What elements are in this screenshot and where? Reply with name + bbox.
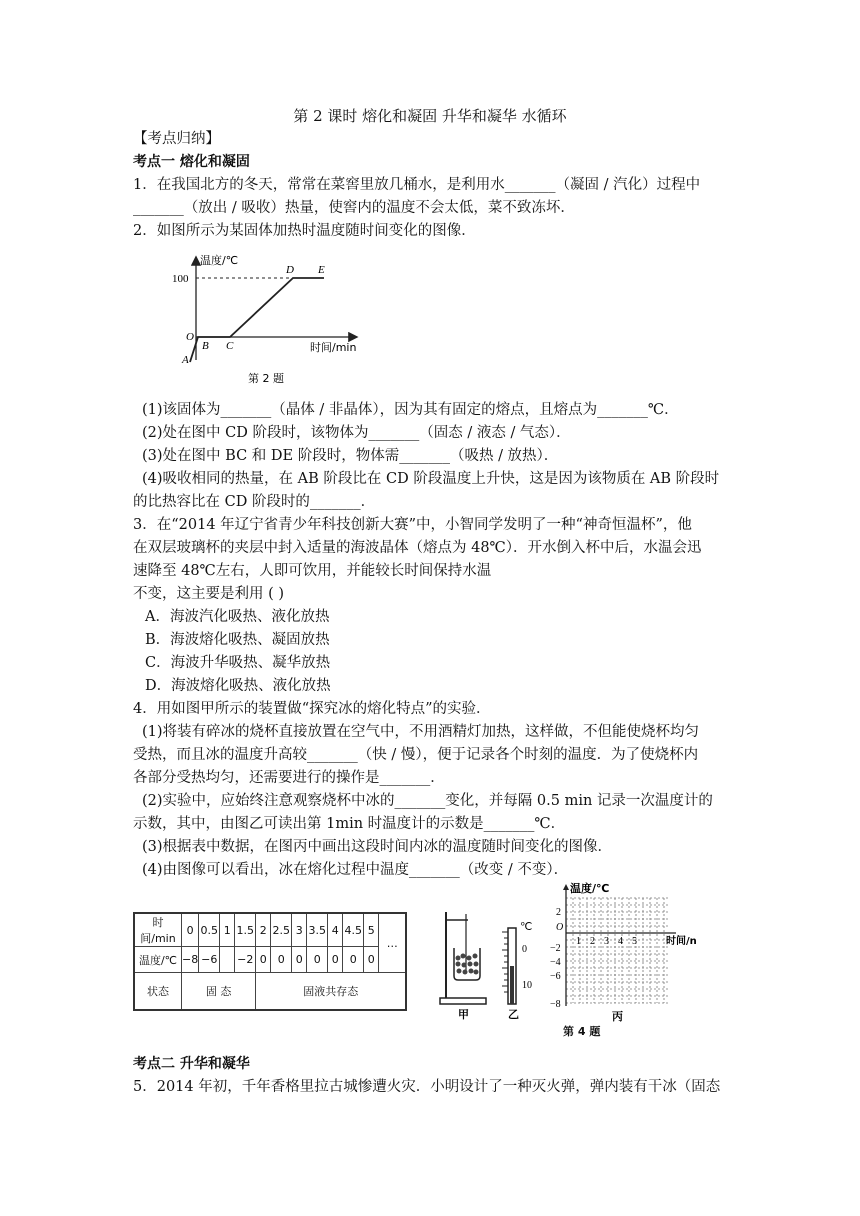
q4-sub2b: 示数，其中，由图乙可读出第 1min 时温度计的示数是_______℃． [133, 816, 566, 832]
q2-point-a: A [182, 354, 189, 366]
grid-y-m2: −2 [550, 943, 561, 954]
table-row [134, 947, 406, 973]
table-cell [220, 947, 235, 973]
grid-x-4: 4 [618, 936, 623, 947]
q2-xlabel: 时间/min [310, 341, 357, 354]
grid-y-m4: −4 [550, 957, 561, 968]
grid-bing [548, 880, 713, 1040]
q2-sub4b: 的比热容比在 CD 阶段时的_______． [133, 494, 376, 510]
q3-option-b: B．海波熔化吸热、凝固放热 [145, 632, 330, 648]
q4-data-table [133, 912, 407, 1011]
q4-caption: 第 4 题 [563, 1025, 601, 1038]
q3-line1: 3．在“2014 年辽宁省青少年科技创新大赛”中，小智同学发明了一种“神奇恒温杯”，他 [133, 517, 692, 533]
q2-y100: 100 [172, 273, 189, 285]
table-cell: 0 [256, 947, 271, 973]
grid-y-m8: −8 [550, 999, 561, 1010]
table-cell: 0 [271, 947, 292, 973]
table-cell: −2 [235, 947, 256, 973]
table-cell: 5 [364, 913, 379, 947]
table-row [134, 973, 406, 1011]
page-title: 第 2 课时 熔化和凝固 升华和凝华 水循环 [293, 107, 567, 125]
grid-y-2: 2 [556, 907, 561, 918]
table-row [134, 913, 406, 947]
q1-line2: _______（放出 / 吸收）热量，使窖内的温度不会太低，菜不致冻坏． [133, 200, 575, 216]
table-state-solid: 固 态 [182, 973, 256, 1011]
q4-sub3: (3)根据表中数据，在图丙中画出这段时间内冰的温度随时间变化的图像． [142, 839, 613, 855]
q3-line2: 在双层玻璃杯的夹层中封入适量的海波晶体（熔点为 48℃）．开水倒入杯中后，水温会迅 [133, 540, 702, 556]
table-head-temp: 温度/℃ [134, 947, 182, 973]
grid-lines [566, 898, 668, 1003]
table-cell: 4.5 [343, 913, 364, 947]
q2-stem: 2．如图所示为某固体加热时温度随时间变化的图像． [133, 223, 476, 239]
q2-caption: 第 2 题 [248, 372, 284, 385]
table-cell: 0.5 [199, 913, 220, 947]
q2-point-b: B [202, 340, 209, 352]
q4-sub1c: 各部分受热均匀，还需要进行的操作是_______． [133, 770, 445, 786]
table-cell: 0 [343, 947, 364, 973]
label-bing: 丙 [612, 1010, 623, 1023]
table-state-mix: 固液共存态 [256, 973, 407, 1011]
table-head-state: 状态 [134, 973, 182, 1011]
q2-origin: O [186, 331, 194, 343]
table-cell: −8 [182, 947, 199, 973]
grid-x-2: 2 [590, 936, 595, 947]
table-cell: −6 [199, 947, 220, 973]
table-cell: 3.5 [307, 913, 328, 947]
q2-sub3: (3)处在图中 BC 和 DE 阶段时，物体需_______（吸热 / 放热）． [142, 448, 559, 464]
q3-option-a: A．海波汽化吸热、液化放热 [145, 609, 330, 625]
q4-sub1a: (1)将装有碎冰的烧杯直接放置在空气中，不用酒精灯加热，这样做，不但能使烧杯均匀 [142, 724, 700, 740]
grid-origin: O [556, 922, 564, 933]
q2-sub4a: (4)吸收相同的热量，在 AB 阶段比在 CD 阶段温度上升快，这是因为该物质在 AB 阶段时 [142, 471, 720, 487]
table-cell: 2.5 [271, 913, 292, 947]
table-cell: 0 [292, 947, 307, 973]
q2-point-e: E [318, 264, 325, 276]
table-cell: 3 [292, 913, 307, 947]
q2-ylabel: 温度/℃ [200, 254, 239, 267]
table-cell: 0 [182, 913, 199, 947]
q4-stem: 4．用如图甲所示的装置做“探究冰的熔化特点”的实验． [133, 701, 491, 717]
label-jia: 甲 [458, 1008, 469, 1020]
thermo-10: 10 [522, 980, 532, 991]
table-cell: 0 [364, 947, 379, 973]
thermo-unit: ℃ [520, 921, 533, 933]
q2-figure [168, 248, 368, 388]
q1-line1: 1．在我国北方的冬天，常常在菜窖里放几桶水，是利用水_______（凝固 / 汽化）过程中 [133, 177, 701, 193]
table-cell: 0 [328, 947, 343, 973]
apparatus-jia [438, 908, 488, 1020]
q2-curve [190, 278, 324, 362]
q3-option-d: D．海波熔化吸热、液化放热 [145, 678, 331, 694]
label-yi: 乙 [508, 1008, 519, 1020]
point2-heading: 考点二 升华和凝华 [133, 1056, 250, 1072]
table-cell: 0 [307, 947, 328, 973]
q3-line4: 不变，这主要是利用 ( ) [133, 586, 285, 602]
q3-line3: 速降至 48℃左右，人即可饮用，并能较长时间保持水温 [133, 563, 492, 579]
q2-sub2: (2)处在图中 CD 阶段时，该物体为_______（固态 / 液态 / 气态）． [142, 425, 571, 441]
thermometer-yi [492, 908, 544, 1020]
section-label: 【考点归纳】 [133, 131, 220, 147]
grid-x-3: 3 [604, 936, 609, 947]
grid-x-5: 5 [632, 936, 637, 947]
table-cell: 1.5 [235, 913, 256, 947]
grid-ylabel: 温度/℃ [570, 882, 610, 895]
q2-sub1: (1)该固体为_______（晶体 / 非晶体），因为其有固定的熔点，且熔点为_______℃． [142, 402, 679, 418]
table-head-time: 时间/min [134, 913, 182, 947]
q5-line1: 5．2014 年初，千年香格里拉古城惨遭火灾．小明设计了一种灭火弹，弹内装有干冰（固态 [133, 1079, 721, 1095]
q2-point-d: D [286, 264, 294, 276]
table-cell: 1 [220, 913, 235, 947]
point1-heading: 考点一 熔化和凝固 [133, 154, 250, 170]
table-cell: 2 [256, 913, 271, 947]
grid-y-m6: −6 [550, 971, 561, 982]
thermo-0: 0 [522, 944, 527, 955]
q4-sub2a: (2)实验中，应始终注意观察烧杯中冰的_______变化，并每隔 0.5 min 记录一次温度计的 [142, 793, 713, 809]
q3-option-c: C．海波升华吸热、凝华放热 [145, 655, 331, 671]
q4-sub1b: 受热，而且冰的温度升高较_______（快 / 慢），便于记录各个时刻的温度．为了使烧杯内 [133, 747, 699, 763]
q2-point-c: C [226, 340, 234, 352]
table-ellipsis: … [379, 913, 407, 973]
grid-xlabel: 时间/n [666, 936, 697, 947]
q4-sub4: (4)由图像可以看出，冰在熔化过程中温度_______（改变 / 不变）． [142, 862, 569, 878]
grid-x-1: 1 [576, 936, 581, 947]
table-cell: 4 [328, 913, 343, 947]
